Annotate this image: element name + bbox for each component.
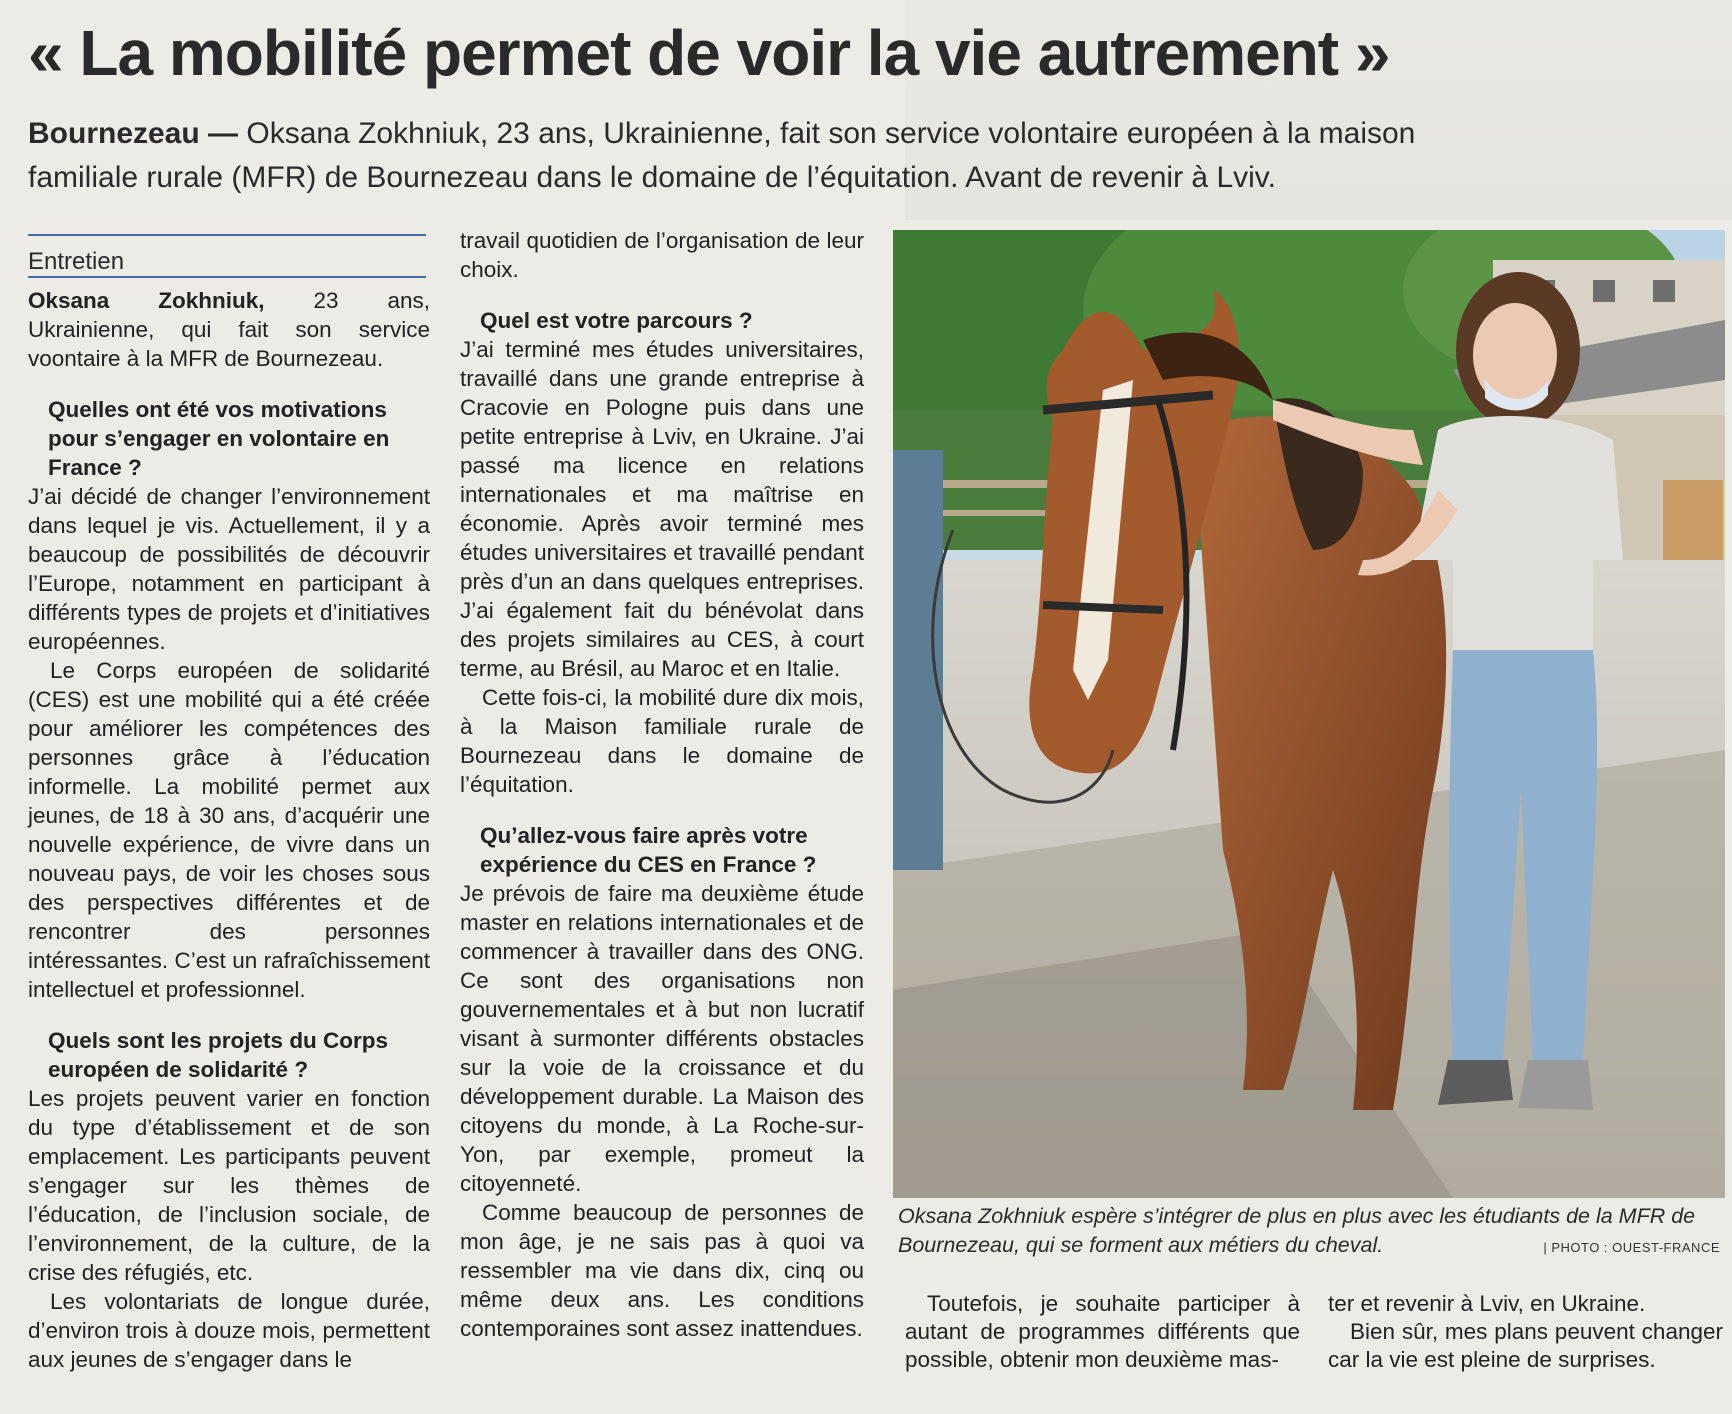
answer-4: Je prévois de faire ma deuxième étude master en relations internationales et de commencer à travailler dans des ONG. Ce sont des organisations non gouvernementales et à but non lucratif visant à surmonter différents obstacles sur la voie de la croissance et du développement durable. La Maison des citoyens du monde, à La Roche-sur-Yon, par exemple, promeut la citoyenneté. [460, 881, 864, 1196]
question-2: Quels sont les projets du Corps européen de solidarité ? [48, 1028, 389, 1082]
article-photo [893, 230, 1725, 1198]
section-rule-bottom [28, 276, 426, 278]
photo-caption: Oksana Zokhniuk espère s’intégrer de plus en plus avec les étudiants de la MFR de Bournezeau, qui se forment aux métiers du cheval. [898, 1204, 1696, 1257]
question-3: Quel est votre parcours ? [480, 308, 753, 333]
answer-1-continued: Le Corps européen de solidarité (CES) est une mobilité qui a été créée pour améliorer les compétences des personnes grâce à l’éducation informelle. La mobilité permet aux jeunes, de 18 à 30 ans, d’acquérir une nouvelle expérience, de vivre dans un nouveau pays, de voir les choses sous des perspectives différentes et de rencontrer des personnes intéressantes. C’est un rafraîchissement intellectuel et professionnel. [28, 658, 430, 1002]
question-1: Quelles ont été vos motivations pour s’engager en volontaire en France ? [48, 397, 390, 480]
article-column-1 [28, 286, 430, 1374]
article-column-2 [460, 226, 864, 1343]
intro-text: 23 ans, Ukrainienne, qui fait son service voontaire à la MFR de Bournezeau. [28, 288, 430, 371]
answer-3-continued: Cette fois-ci, la mobilité dure dix mois, à la Maison familiale rurale de Bournezeau dans le domaine de l’équitation. [460, 685, 864, 797]
lede-text: Oksana Zokhniuk, 23 ans, Ukrainienne, fait son service volontaire européen à la maison familiale rurale (MFR) de Bournezeau dans le domaine de l’équitation. Avant de revenir à Lviv. [28, 117, 1416, 194]
answer-2-continued: Les volontariats de longue durée, d’environ trois à douze mois, permettent aux jeunes de s’engager dans le [28, 1289, 430, 1372]
column-2-continuation: travail quotidien de l’organisation de leur choix. [460, 228, 864, 282]
section-rule-top [28, 234, 426, 236]
photo-credit: | PHOTO : OUEST-FRANCE [1543, 1240, 1720, 1255]
photo-horse-and-volunteer [893, 230, 1725, 1198]
column-4-para: Bien sûr, mes plans peuvent changer car la vie est pleine de surprises. [1328, 1319, 1723, 1372]
article-column-4 [1328, 1290, 1723, 1374]
answer-4-continued: Comme beaucoup de personnes de mon âge, je ne sais pas à quoi va ressembler ma vie dans dix, cinq ou même deux ans. Les conditions contemporaines sont assez inattendues. [460, 1200, 864, 1341]
intro-name: Oksana Zokhniuk, [28, 288, 265, 313]
lede [28, 112, 1528, 200]
answer-3: J’ai terminé mes études universitaires, travaillé dans une grande entreprise à Cracovie en Pologne puis dans une petite entreprise à Lviv, en Ukraine. J’ai passé ma licence en relations internationales et ma maîtrise en économie. Après avoir terminé mes études universitaires et travaillé pendant près d’un an dans quelques entreprises. J’ai également fait du bénévolat dans des projets similaires au CES, à court terme, au Brésil, au Maroc et en Italie. [460, 337, 864, 681]
column-4-line: ter et revenir à Lviv, en Ukraine. [1328, 1291, 1646, 1316]
article-column-3: Toutefois, je souhaite participer à autant de programmes différents que possible, obtenir mon deuxième mas- [905, 1291, 1300, 1372]
section-label: Entretien [28, 248, 125, 275]
answer-1: J’ai décidé de changer l’environnement dans lequel je vis. Actuellement, il y a beaucoup de possibilités de découvrir l’Europe, notamment en participant à différents types de projets et d’initiatives européennes. [28, 484, 430, 654]
question-4: Qu’allez-vous faire après votre expérience du CES en France ? [480, 823, 817, 877]
answer-2: Les projets peuvent varier en fonction du type d’établissement et de son emplacement. Les participants peuvent s’engager sur les thèmes de l’éducation, de l’inclusion sociale, de l’environnement, de la culture, de la crise des réfugiés, etc. [28, 1086, 430, 1285]
headline: « La mobilité permet de voir la vie autrement » [28, 17, 1390, 89]
lede-place: Bournezeau — [28, 117, 239, 150]
